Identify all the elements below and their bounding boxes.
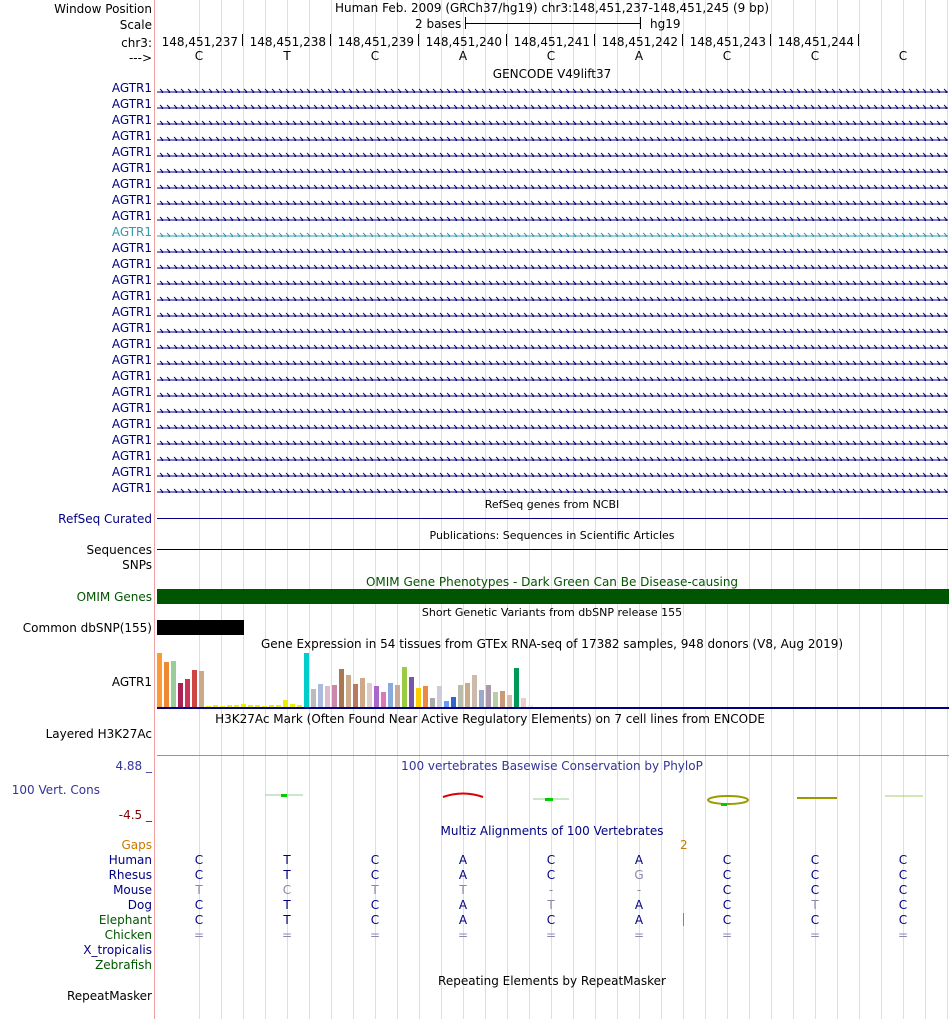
gtex-bar[interactable] (346, 675, 351, 707)
gencode-transcript-arrows[interactable] (157, 405, 948, 413)
gtex-bar[interactable] (479, 690, 484, 707)
gtex-bar[interactable] (171, 661, 176, 707)
gtex-bar[interactable] (465, 683, 470, 707)
gtex-bar[interactable] (493, 692, 498, 707)
dbsnp-title[interactable]: Short Genetic Variants from dbSNP release 155 (421, 606, 683, 619)
phylop-peak-4-dot (721, 803, 727, 806)
gencode-transcript-arrows[interactable] (157, 213, 948, 221)
gencode-transcript-arrows[interactable] (157, 149, 948, 157)
gtex-bar[interactable] (353, 684, 358, 707)
gencode-transcript-arrows[interactable] (157, 197, 948, 205)
base-letter: T (283, 49, 291, 63)
browser-title: Human Feb. 2009 (GRCh37/hg19) chr3:148,451,237-148,451,245 (9 bp) (334, 1, 770, 15)
species-label[interactable]: Zebrafish (95, 958, 152, 972)
gtex-bar-chart[interactable] (157, 652, 537, 707)
base-letter: C (370, 49, 380, 63)
alignment-base: = (897, 928, 909, 942)
gencode-transcript-label[interactable]: AGTR1 (111, 129, 152, 143)
gencode-transcript-label[interactable]: AGTR1 (111, 97, 152, 111)
gtex-bar[interactable] (458, 685, 463, 707)
gencode-transcript-label[interactable]: AGTR1 (111, 225, 152, 239)
gtex-bar[interactable] (521, 698, 526, 707)
gencode-transcript-arrows[interactable] (157, 117, 948, 125)
gtex-bar[interactable] (339, 669, 344, 707)
base-letter: C (194, 49, 204, 63)
gencode-transcript-label[interactable]: AGTR1 (111, 417, 152, 431)
gtex-bar[interactable] (451, 697, 456, 707)
species-label[interactable]: X_tropicalis (83, 943, 152, 957)
dbsnp-variant-block[interactable] (157, 620, 244, 635)
gtex-bar[interactable] (325, 686, 330, 707)
alignment-base: T (811, 898, 819, 912)
omim-gene-bar[interactable] (157, 589, 949, 604)
gtex-bar[interactable] (514, 668, 519, 707)
coordinate-tick (770, 34, 771, 46)
alignment-base: = (193, 928, 205, 942)
alignment-base: C (722, 853, 732, 867)
strand-label: ---> (128, 51, 152, 65)
alignment-base: C (898, 898, 908, 912)
alignment-base: C (722, 868, 732, 882)
gencode-transcript-label[interactable]: AGTR1 (111, 433, 152, 447)
coordinate-tick (858, 34, 859, 46)
gtex-title[interactable]: Gene Expression in 54 tissues from GTEx RNA-seq of 17382 samples, 948 donors (V8, Aug 2019) (260, 637, 844, 651)
gencode-transcript-arrows[interactable] (157, 101, 948, 109)
alignment-base: = (633, 928, 645, 942)
coordinate-label: 148,451,238 (249, 35, 326, 49)
publications-line[interactable] (157, 549, 948, 550)
gencode-transcript-label[interactable]: AGTR1 (111, 401, 152, 415)
alignment-base: G (634, 868, 644, 882)
refseq-title[interactable]: RefSeq genes from NCBI (484, 498, 620, 511)
coordinate-tick (682, 34, 683, 46)
sequences-label[interactable]: Sequences (86, 543, 152, 557)
base-letter: C (898, 49, 908, 63)
gencode-transcript-label[interactable]: AGTR1 (111, 209, 152, 223)
alignment-base: C (898, 853, 908, 867)
coordinate-label: 148,451,237 (161, 35, 238, 49)
alignment-base: T (459, 883, 467, 897)
alignment-base: C (810, 883, 820, 897)
gtex-bar[interactable] (381, 692, 386, 707)
scale-bar (465, 23, 641, 24)
alignment-base: A (634, 898, 644, 912)
alignment-base: A (634, 853, 644, 867)
coordinate-label: 148,451,241 (513, 35, 590, 49)
alignment-base: C (810, 853, 820, 867)
coordinate-tick (594, 34, 595, 46)
alignment-base: T (547, 898, 555, 912)
gtex-bar[interactable] (388, 683, 393, 707)
species-label[interactable]: Dog (127, 898, 152, 912)
phylop-marks[interactable] (157, 786, 949, 808)
gencode-transcript-label[interactable]: AGTR1 (111, 385, 152, 399)
gencode-transcript-label[interactable]: AGTR1 (111, 353, 152, 367)
gencode-transcript-arrows[interactable] (157, 277, 948, 285)
gencode-transcript-arrows[interactable] (157, 469, 948, 477)
alignment-base: = (545, 928, 557, 942)
gencode-transcript-arrows[interactable] (157, 181, 948, 189)
gencode-transcript-label[interactable]: AGTR1 (111, 81, 152, 95)
gencode-transcript-arrows[interactable] (157, 421, 948, 429)
gtex-bar[interactable] (395, 685, 400, 707)
alignment-base: - (548, 883, 554, 897)
scale-label: Scale (119, 18, 152, 32)
gtex-bar[interactable] (507, 695, 512, 707)
alignment-base: T (195, 883, 203, 897)
gtex-bar[interactable] (437, 686, 442, 707)
gtex-bar[interactable] (430, 698, 435, 707)
gencode-transcript-arrows[interactable] (157, 373, 948, 381)
alignment-base: T (283, 913, 291, 927)
refseq-label[interactable]: RefSeq Curated (58, 512, 152, 526)
alignment-base: C (194, 853, 204, 867)
scale-bar-right (640, 17, 641, 29)
gencode-transcript-label[interactable]: AGTR1 (111, 465, 152, 479)
alignment-base: C (898, 913, 908, 927)
gencode-transcript-label[interactable]: AGTR1 (111, 161, 152, 175)
gtex-bar[interactable] (199, 671, 204, 707)
gencode-transcript-arrows[interactable] (157, 229, 948, 237)
alignment-base: = (721, 928, 733, 942)
omim-label[interactable]: OMIM Genes (76, 590, 152, 604)
alignment-base: C (546, 868, 556, 882)
alignment-base: C (194, 868, 204, 882)
gtex-bar[interactable] (360, 678, 365, 707)
species-label[interactable]: Rhesus (108, 868, 152, 882)
alignment-base: T (283, 898, 291, 912)
base-letter: A (634, 49, 644, 63)
species-label[interactable]: Mouse (113, 883, 152, 897)
base-letter: A (458, 49, 468, 63)
gtex-bar[interactable] (409, 677, 414, 707)
gencode-transcript-arrows[interactable] (157, 245, 948, 253)
refseq-gene-line[interactable] (157, 518, 948, 519)
phylop-min: -4.5 _ (118, 808, 152, 822)
base-letter: C (546, 49, 556, 63)
gtex-bar[interactable] (157, 653, 162, 707)
gaps-count: 2 (680, 838, 688, 852)
gencode-transcript-arrows[interactable] (157, 293, 948, 301)
h3k27ac-baseline (157, 755, 949, 756)
gencode-transcript-arrows[interactable] (157, 357, 948, 365)
alignment-base: C (722, 883, 732, 897)
alignment-base: - (636, 883, 642, 897)
species-label[interactable]: Human (108, 853, 152, 867)
elephant-gap-mark (683, 913, 684, 926)
alignment-base: A (458, 853, 468, 867)
gencode-transcript-arrows[interactable] (157, 437, 948, 445)
gtex-bar[interactable] (178, 683, 183, 707)
gencode-transcript-arrows[interactable] (157, 341, 948, 349)
phylop-label[interactable]: 100 Vert. Cons (11, 783, 100, 797)
base-letter: C (722, 49, 732, 63)
chrom-label: chr3: (121, 36, 152, 50)
gtex-bar[interactable] (164, 662, 169, 707)
h3k27ac-label[interactable]: Layered H3K27Ac (45, 727, 152, 741)
alignment-base: C (194, 913, 204, 927)
snps-label[interactable]: SNPs (122, 558, 152, 572)
phylop-max: 4.88 _ (115, 759, 152, 773)
alignment-base: C (546, 853, 556, 867)
alignment-base: C (810, 913, 820, 927)
alignment-base: T (371, 883, 379, 897)
gtex-bar[interactable] (332, 685, 337, 707)
gencode-transcript-label[interactable]: AGTR1 (111, 337, 152, 351)
h3k27ac-title[interactable]: H3K27Ac Mark (Often Found Near Active Regulatory Elements) on 7 cell lines from ENCODE (215, 712, 765, 726)
gencode-transcript-label[interactable]: AGTR1 (111, 273, 152, 287)
alignment-base: = (457, 928, 469, 942)
gtex-baseline (157, 707, 949, 709)
repeatmasker-label[interactable]: RepeatMasker (66, 989, 152, 1003)
gencode-transcript-arrows[interactable] (157, 165, 948, 173)
gaps-label: Gaps (121, 838, 152, 852)
scale-text: 2 bases (415, 17, 462, 31)
gtex-bar[interactable] (283, 700, 288, 707)
window-position-label: Window Position (54, 2, 152, 16)
gencode-transcript-label[interactable]: AGTR1 (111, 193, 152, 207)
gencode-transcript-label[interactable]: AGTR1 (111, 113, 152, 127)
alignment-base: A (634, 913, 644, 927)
coordinate-label: 148,451,239 (337, 35, 414, 49)
gencode-transcript-label[interactable]: AGTR1 (111, 177, 152, 191)
phylop-title[interactable]: 100 vertebrates Basewise Conservation by PhyloP (401, 759, 703, 773)
alignment-base: C (194, 898, 204, 912)
alignment-base: C (722, 898, 732, 912)
gencode-transcript-label[interactable]: AGTR1 (111, 321, 152, 335)
gencode-transcript-label[interactable]: AGTR1 (111, 257, 152, 271)
gencode-transcript-label[interactable]: AGTR1 (111, 241, 152, 255)
gencode-transcript-label[interactable]: AGTR1 (111, 449, 152, 463)
gtex-bar[interactable] (500, 691, 505, 707)
gencode-transcript-arrows[interactable] (157, 133, 948, 141)
gtex-bar[interactable] (486, 685, 491, 707)
gtex-bar[interactable] (304, 653, 309, 707)
phylop-peak-4 (708, 796, 748, 804)
gtex-bar[interactable] (311, 689, 316, 707)
label-separator (154, 0, 155, 1019)
species-label[interactable]: Chicken (104, 928, 152, 942)
coordinate-label: 148,451,243 (689, 35, 766, 49)
gencode-title[interactable]: GENCODE V49lift37 (492, 67, 612, 81)
alignment-base: C (370, 898, 380, 912)
alignment-base: C (370, 913, 380, 927)
alignment-base: C (546, 913, 556, 927)
alignment-base: A (458, 898, 468, 912)
gencode-transcript-arrows[interactable] (157, 261, 948, 269)
gencode-transcript-arrows[interactable] (157, 453, 948, 461)
coordinate-label: 148,451,242 (601, 35, 678, 49)
gtex-bar[interactable] (185, 679, 190, 707)
publications-title[interactable]: Publications: Sequences in Scientific Articles (429, 529, 675, 542)
coordinate-tick (242, 34, 243, 46)
gencode-transcript-arrows[interactable] (157, 309, 948, 317)
coordinate-label: 148,451,240 (425, 35, 502, 49)
alignment-base: A (458, 913, 468, 927)
multiz-title[interactable]: Multiz Alignments of 100 Vertebrates (440, 824, 664, 838)
coordinate-tick (330, 34, 331, 46)
gencode-transcript-label[interactable]: AGTR1 (111, 145, 152, 159)
gtex-bar[interactable] (374, 686, 379, 707)
gencode-transcript-arrows[interactable] (157, 389, 948, 397)
phylop-peak-2 (443, 794, 483, 798)
gtex-bar[interactable] (416, 688, 421, 707)
alignment-base: C (898, 868, 908, 882)
omim-title[interactable]: OMIM Gene Phenotypes - Dark Green Can Be Disease-causing (365, 575, 739, 589)
coordinate-label: 148,451,244 (777, 35, 854, 49)
alignment-base: C (282, 883, 292, 897)
coordinate-tick (418, 34, 419, 46)
alignment-base: T (283, 868, 291, 882)
alignment-base: T (283, 853, 291, 867)
species-label[interactable]: Elephant (98, 913, 152, 927)
gencode-transcript-label[interactable]: AGTR1 (111, 369, 152, 383)
gencode-transcript-arrows[interactable] (157, 85, 948, 93)
gencode-transcript-label[interactable]: AGTR1 (111, 481, 152, 495)
gencode-transcript-label[interactable]: AGTR1 (111, 289, 152, 303)
alignment-base: C (810, 868, 820, 882)
phylop-peak-1 (281, 794, 287, 797)
phylop-peak-3 (545, 798, 553, 801)
alignment-base: C (898, 883, 908, 897)
alignment-base: = (281, 928, 293, 942)
gtex-bar[interactable] (192, 670, 197, 707)
alignment-base: C (370, 868, 380, 882)
gtex-bar[interactable] (472, 675, 477, 707)
alignment-base: C (722, 913, 732, 927)
base-letter: C (810, 49, 820, 63)
coordinate-tick (506, 34, 507, 46)
gtex-label[interactable]: AGTR1 (111, 675, 152, 689)
alignment-base: A (458, 868, 468, 882)
repeatmasker-title[interactable]: Repeating Elements by RepeatMasker (438, 974, 666, 988)
gtex-bar[interactable] (367, 683, 372, 707)
gencode-transcript-arrows[interactable] (157, 485, 948, 493)
alignment-base: C (370, 853, 380, 867)
dbsnp-label[interactable]: Common dbSNP(155) (22, 621, 152, 635)
alignment-base: = (369, 928, 381, 942)
alignment-base: = (809, 928, 821, 942)
gtex-bar[interactable] (402, 667, 407, 707)
gtex-bar[interactable] (318, 684, 323, 707)
assembly-name: hg19 (650, 17, 681, 31)
gencode-transcript-arrows[interactable] (157, 325, 948, 333)
gencode-transcript-label[interactable]: AGTR1 (111, 305, 152, 319)
gtex-bar[interactable] (423, 686, 428, 707)
